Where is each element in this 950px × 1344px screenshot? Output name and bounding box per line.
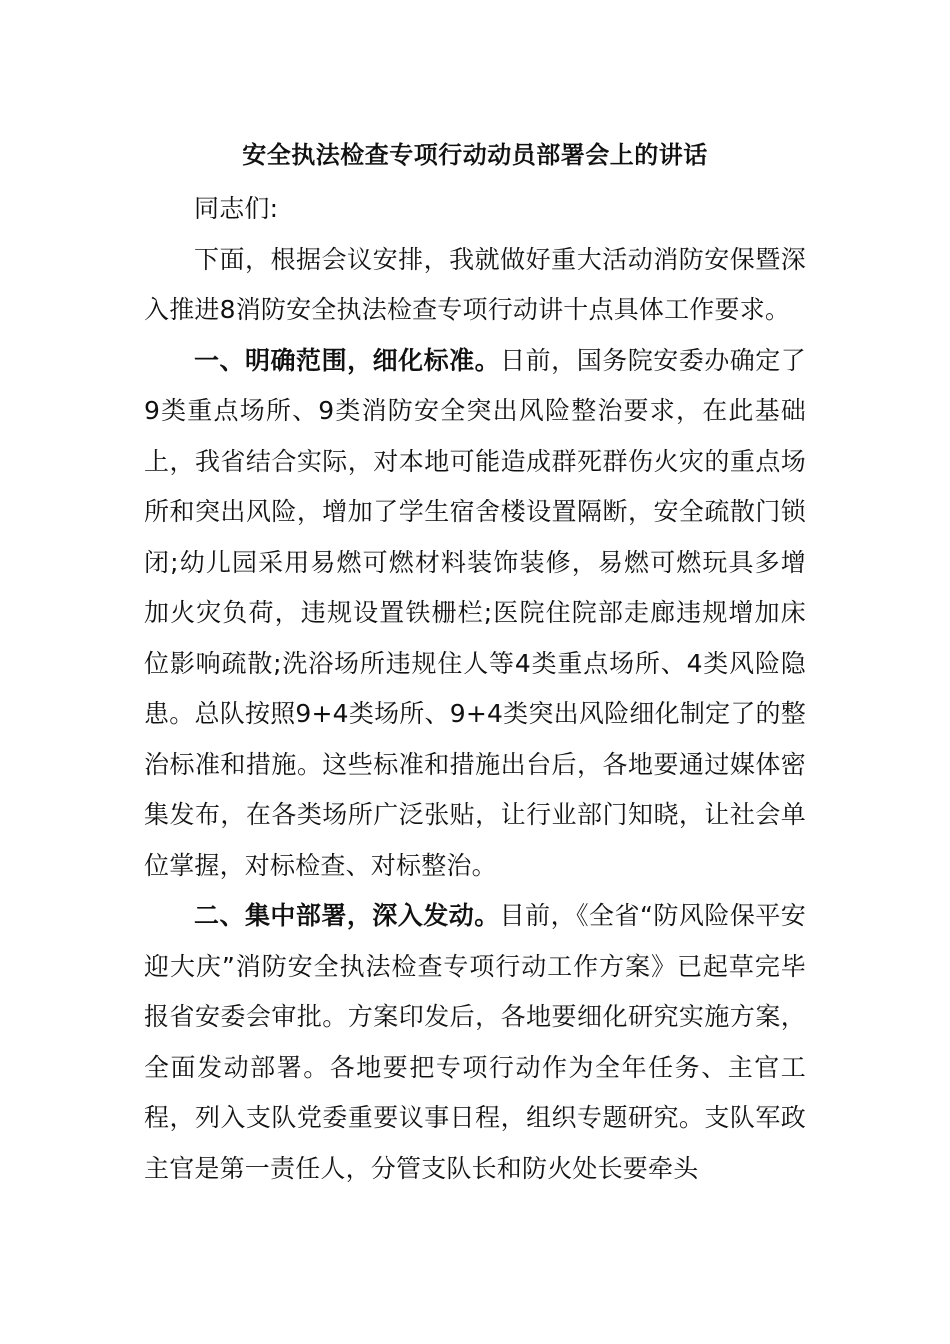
section-body-2: 目前，《全省“防风险保平安迎大庆”消防安全执法检查专项行动工作方案》已起草完毕报省安委会审批。方案印发后，各地要细化研究实施方案，全面发动部署。各地要把专项行动作为全年任务、主官工程，列入支队党委重要议事日程，组织专题研究。支队军政主官是第一责任人，分管支队长和防火处长要牵头 [144,901,806,1183]
intro-paragraph: 下面，根据会议安排，我就做好重大活动消防安保暨深入推进8消防安全执法检查专项行动讲十点具体工作要求。 [144,244,806,324]
section-heading-2: 二、集中部署，深入发动。 [194,901,500,930]
document-body [144,184,806,1194]
section-paragraph-2 [144,891,806,1194]
salutation: 同志们: [194,194,279,223]
section-body-1: 日前，国务院安委办确定了9类重点场所、9类消防安全突出风险整治要求，在此基础上，我省结合实际，对本地可能造成群死群伤火灾的重点场所和突出风险，增加了学生宿舍楼设置隔断，安全疏散门锁闭;幼儿园采用易燃可燃材料装饰装修，易燃可燃玩具多增加火灾负荷，违规设置铁栅栏;医院住院部走廊违规增加床位影响疏散;洗浴场所违规住人等4类重点场所、4类风险隐患。总队按照9+4类场所、9+4类突出风险细化制定了的整治标准和措施。这些标准和措施出台后，各地要通过媒体密集发布，在各类场所广泛张贴，让行业部门知晓，让社会单位掌握，对标检查、对标整治。 [144,345,806,880]
document-title: 安全执法检查专项行动动员部署会上的讲话 [242,141,708,169]
section-heading-1: 一、明确范围，细化标准。 [194,345,501,375]
section-paragraph-1 [144,336,806,892]
